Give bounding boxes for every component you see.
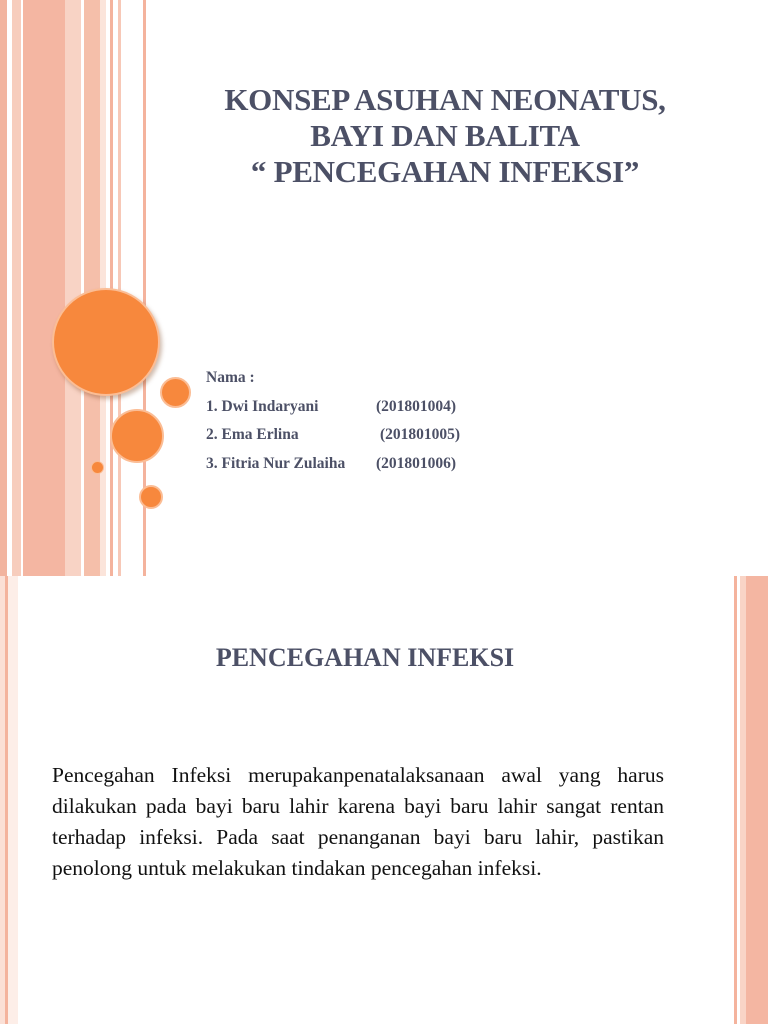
decorative-stripe [12,0,21,576]
slide-1-title [160,82,730,190]
member-list [206,364,461,478]
member-name: 1. Dwi Indaryani [206,397,319,415]
member-list-label: Nama : [206,369,255,386]
decorative-circle-large [52,288,160,396]
member-name: 3. Fitria Nur Zulaiha [206,454,346,472]
decorative-stripe [734,576,737,1024]
decorative-circle [139,485,163,509]
decorative-stripe [23,0,65,576]
slide-2-body: Pencegahan Infeksi merupakanpenatalaksanaan awal yang harus dilakukan pada bayi baru lahir karena bayi baru lahir sangat rentan terhadap infeksi. Pada saat penanganan bayi baru lahir, pastikan penolong untuk melakukan tindakan pencegahan infeksi. [52,763,664,880]
title-line-3: “ PENCEGAHAN INFEKSI” [250,154,640,189]
member-id: (201801005) [380,426,461,443]
member-row [206,450,457,479]
member-row [206,421,461,450]
member-name: 2. Ema Erlina [206,426,299,443]
title-line-1: KONSEP ASUHAN NEONATUS, [224,82,666,117]
member-id: (201801004) [376,397,457,415]
title-line-2: BAYI DAN BALITA [310,118,580,153]
decorative-circle [91,461,104,474]
decorative-circle [110,409,164,463]
slide-2 [0,576,768,1024]
decorative-stripe [65,0,81,576]
decorative-stripe [8,576,18,1024]
decorative-circle [160,377,191,408]
member-id: (201801006) [376,454,457,472]
member-row [206,393,457,422]
decorative-stripe [0,0,7,576]
slide-2-title: PENCEGAHAN INFEKSI [215,643,515,672]
decorative-stripe [118,0,121,576]
decorative-stripe [746,576,768,1024]
